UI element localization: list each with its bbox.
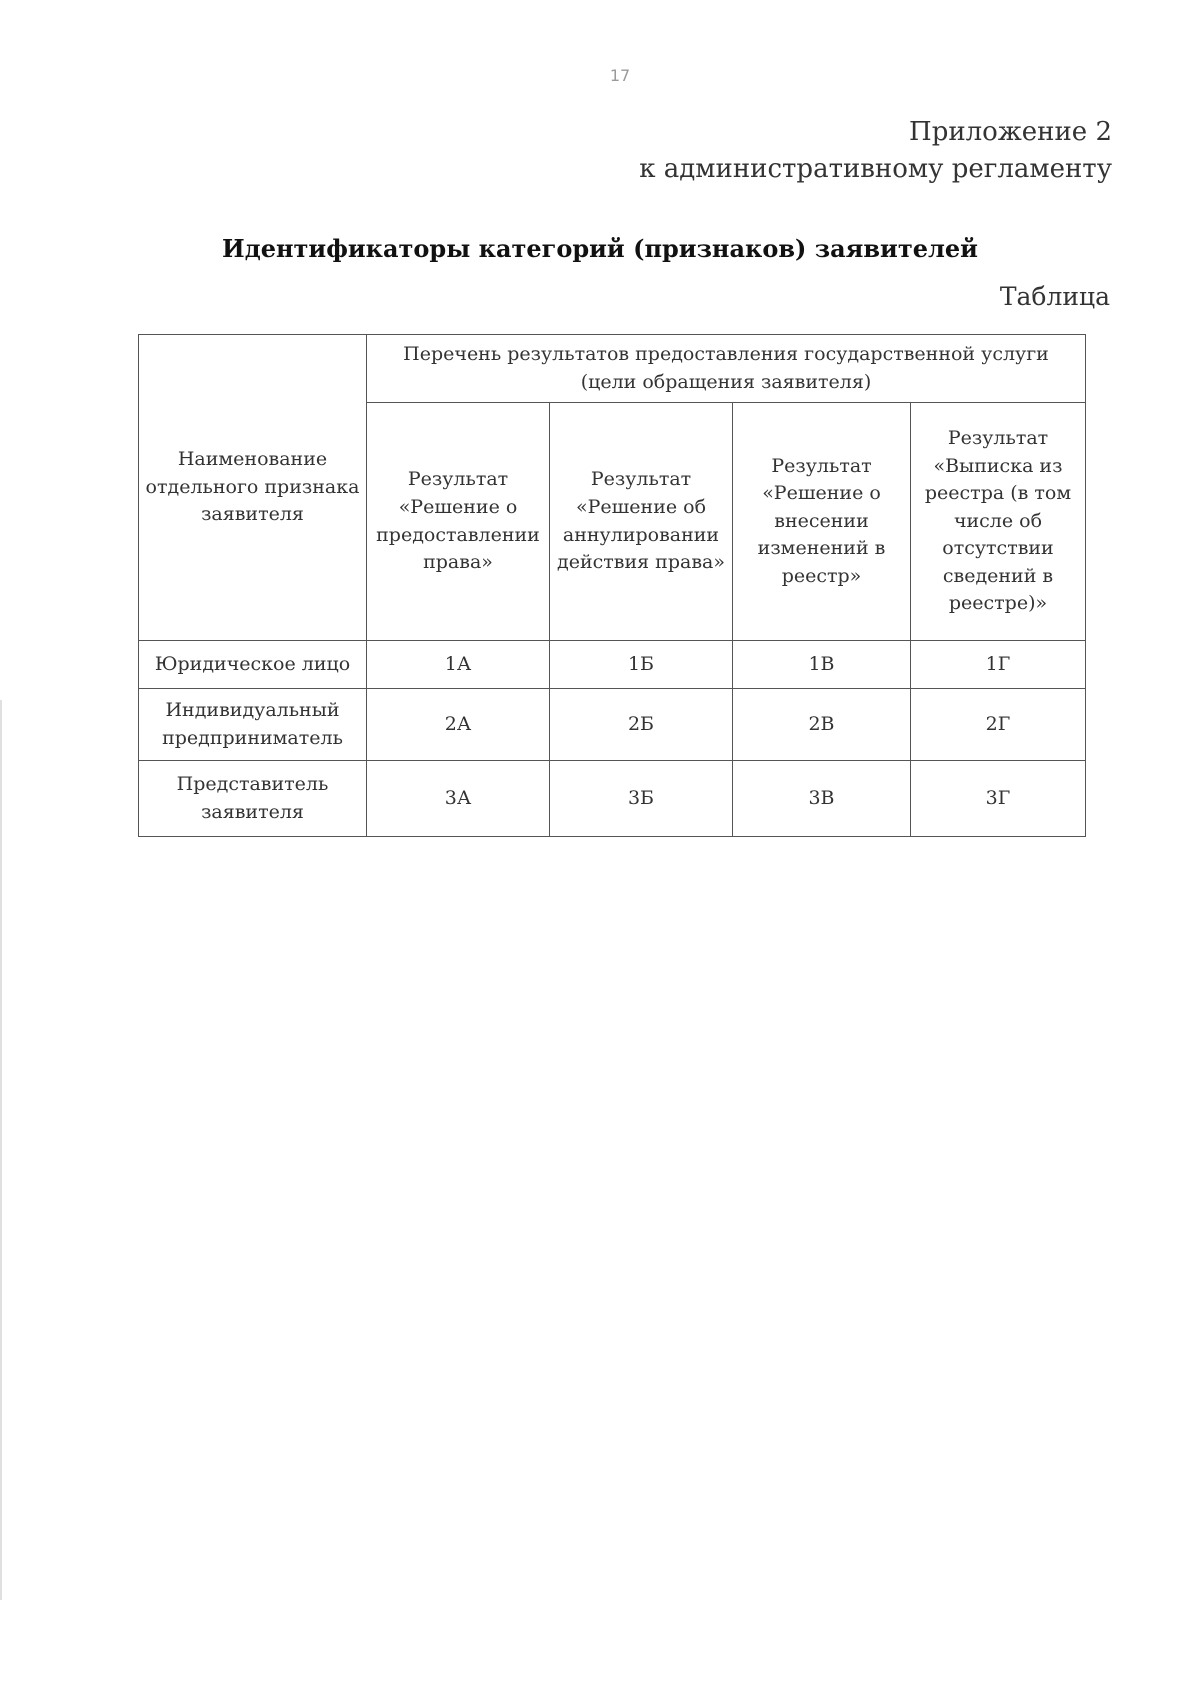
code-cell: 3В: [733, 761, 911, 837]
scan-edge-line: [0, 700, 2, 1600]
column-header-1: Результат «Решение о предоставлении права»: [367, 403, 550, 641]
table-row: [139, 761, 1086, 837]
code-cell: 1В: [733, 641, 911, 689]
column-header-2: Результат «Решение об аннулировании действия права»: [550, 403, 733, 641]
code-cell: 1А: [367, 641, 550, 689]
code-cell: 2А: [367, 689, 550, 761]
appendix-note: [639, 114, 1112, 188]
group-header-cell: Перечень результатов предоставления государственной услуги (цели обращения заявителя): [367, 335, 1086, 403]
code-cell: 3Г: [911, 761, 1086, 837]
code-cell: 2В: [733, 689, 911, 761]
row-label: Представитель заявителя: [139, 761, 367, 837]
code-cell: 1Б: [550, 641, 733, 689]
code-cell: 3Б: [550, 761, 733, 837]
code-cell: 2Г: [911, 689, 1086, 761]
code-cell: 2Б: [550, 689, 733, 761]
column-header-3: Результат «Решение о внесении изменений в реестр»: [733, 403, 911, 641]
column-header-4: Результат «Выписка из реестра (в том числе об отсутствии сведений в реестре)»: [911, 403, 1086, 641]
table-row: [139, 689, 1086, 761]
appendix-line-2: к административному регламенту: [639, 154, 1112, 184]
code-cell: 1Г: [911, 641, 1086, 689]
row-header-cell: Наименование отдельного признака заявителя: [139, 335, 367, 641]
row-label: Юридическое лицо: [139, 641, 367, 689]
table-label: Таблица: [999, 282, 1110, 311]
document-title: Идентификаторы категорий (признаков) заявителей: [222, 234, 978, 263]
appendix-line-1: Приложение 2: [909, 117, 1112, 147]
table-row: [139, 641, 1086, 689]
code-cell: 3А: [367, 761, 550, 837]
row-label: Индивидуальный предприниматель: [139, 689, 367, 761]
page-number: 17: [609, 66, 631, 85]
identifiers-table: [138, 334, 1086, 837]
table-header-row: [139, 335, 1086, 403]
